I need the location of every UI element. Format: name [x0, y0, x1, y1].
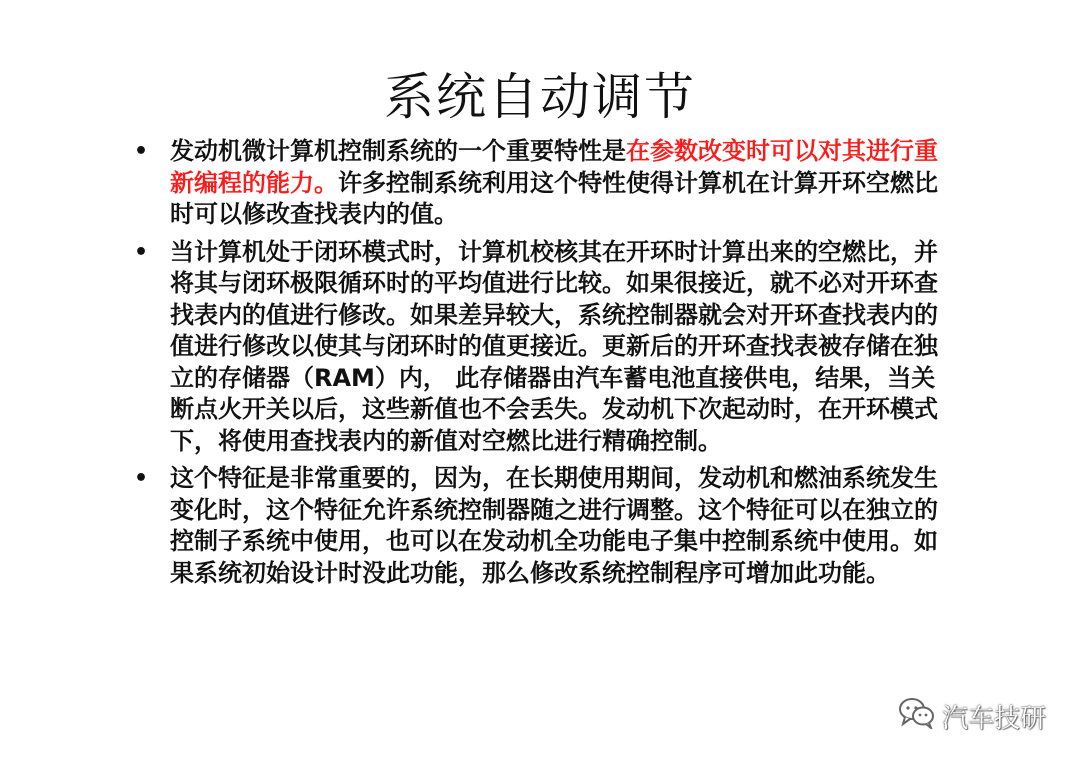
bullet-marker: • [134, 239, 149, 265]
bullet-marker: • [134, 466, 149, 491]
slide-title: 系统自动调节 [384, 68, 696, 126]
bullet-text-part: 发动机微计算机控制系统的一个重要特性是 [170, 137, 626, 165]
watermark-text: 汽车技研 [941, 704, 1046, 734]
bullet-text-part: 这个特征是非常重要的，因为，在长期使用期间，发动机和燃油系统发生变化时，这个特征允许系统控制器随之进行调整。这个特征可以在独立的控制子系统中使用，也可以在发动机全功能电子集中控制系统中使用。如果系统初始设计时没此功能，那么修改系统控制程序可增加此功能。 [170, 464, 938, 587]
bullet-highlight-text: 在参数改变时可以对其进行重新编程的能力。 [170, 137, 938, 197]
bullet-item [128, 237, 958, 458]
bullet-item [128, 463, 958, 589]
bullet-item [128, 136, 958, 231]
bullet-marker: • [134, 139, 149, 164]
bullet-text-part: 当计算机处于闭环模式时，计算机校核其在开环时计算出来的空燃比，并将其与闭环极限循环时的平均值进行比较。如果很接近，就不必对开环查找表内的值进行修改。如果差异较大，系统控制器就会对开环查找表内的值进行修改以使其与闭环时的值更接近。更新后的开环查找表被存储在独立的存储器（RAM）内， 此存储器由汽车蓄电池直接供电，结果，当关断点火开关以后，这些新值也不会丢失。发动机下次起动时，在开环模式下，将使用查找表内的新值对空燃比进行精确控制。 [170, 237, 938, 455]
watermark [898, 697, 1046, 736]
bullet-text-part: 许多控制系统利用这个特性使得计算机在计算开环空燃比时可以修改查找表内的值。 [170, 168, 938, 228]
wechat-icon [898, 697, 936, 736]
bullet-list [128, 136, 958, 595]
